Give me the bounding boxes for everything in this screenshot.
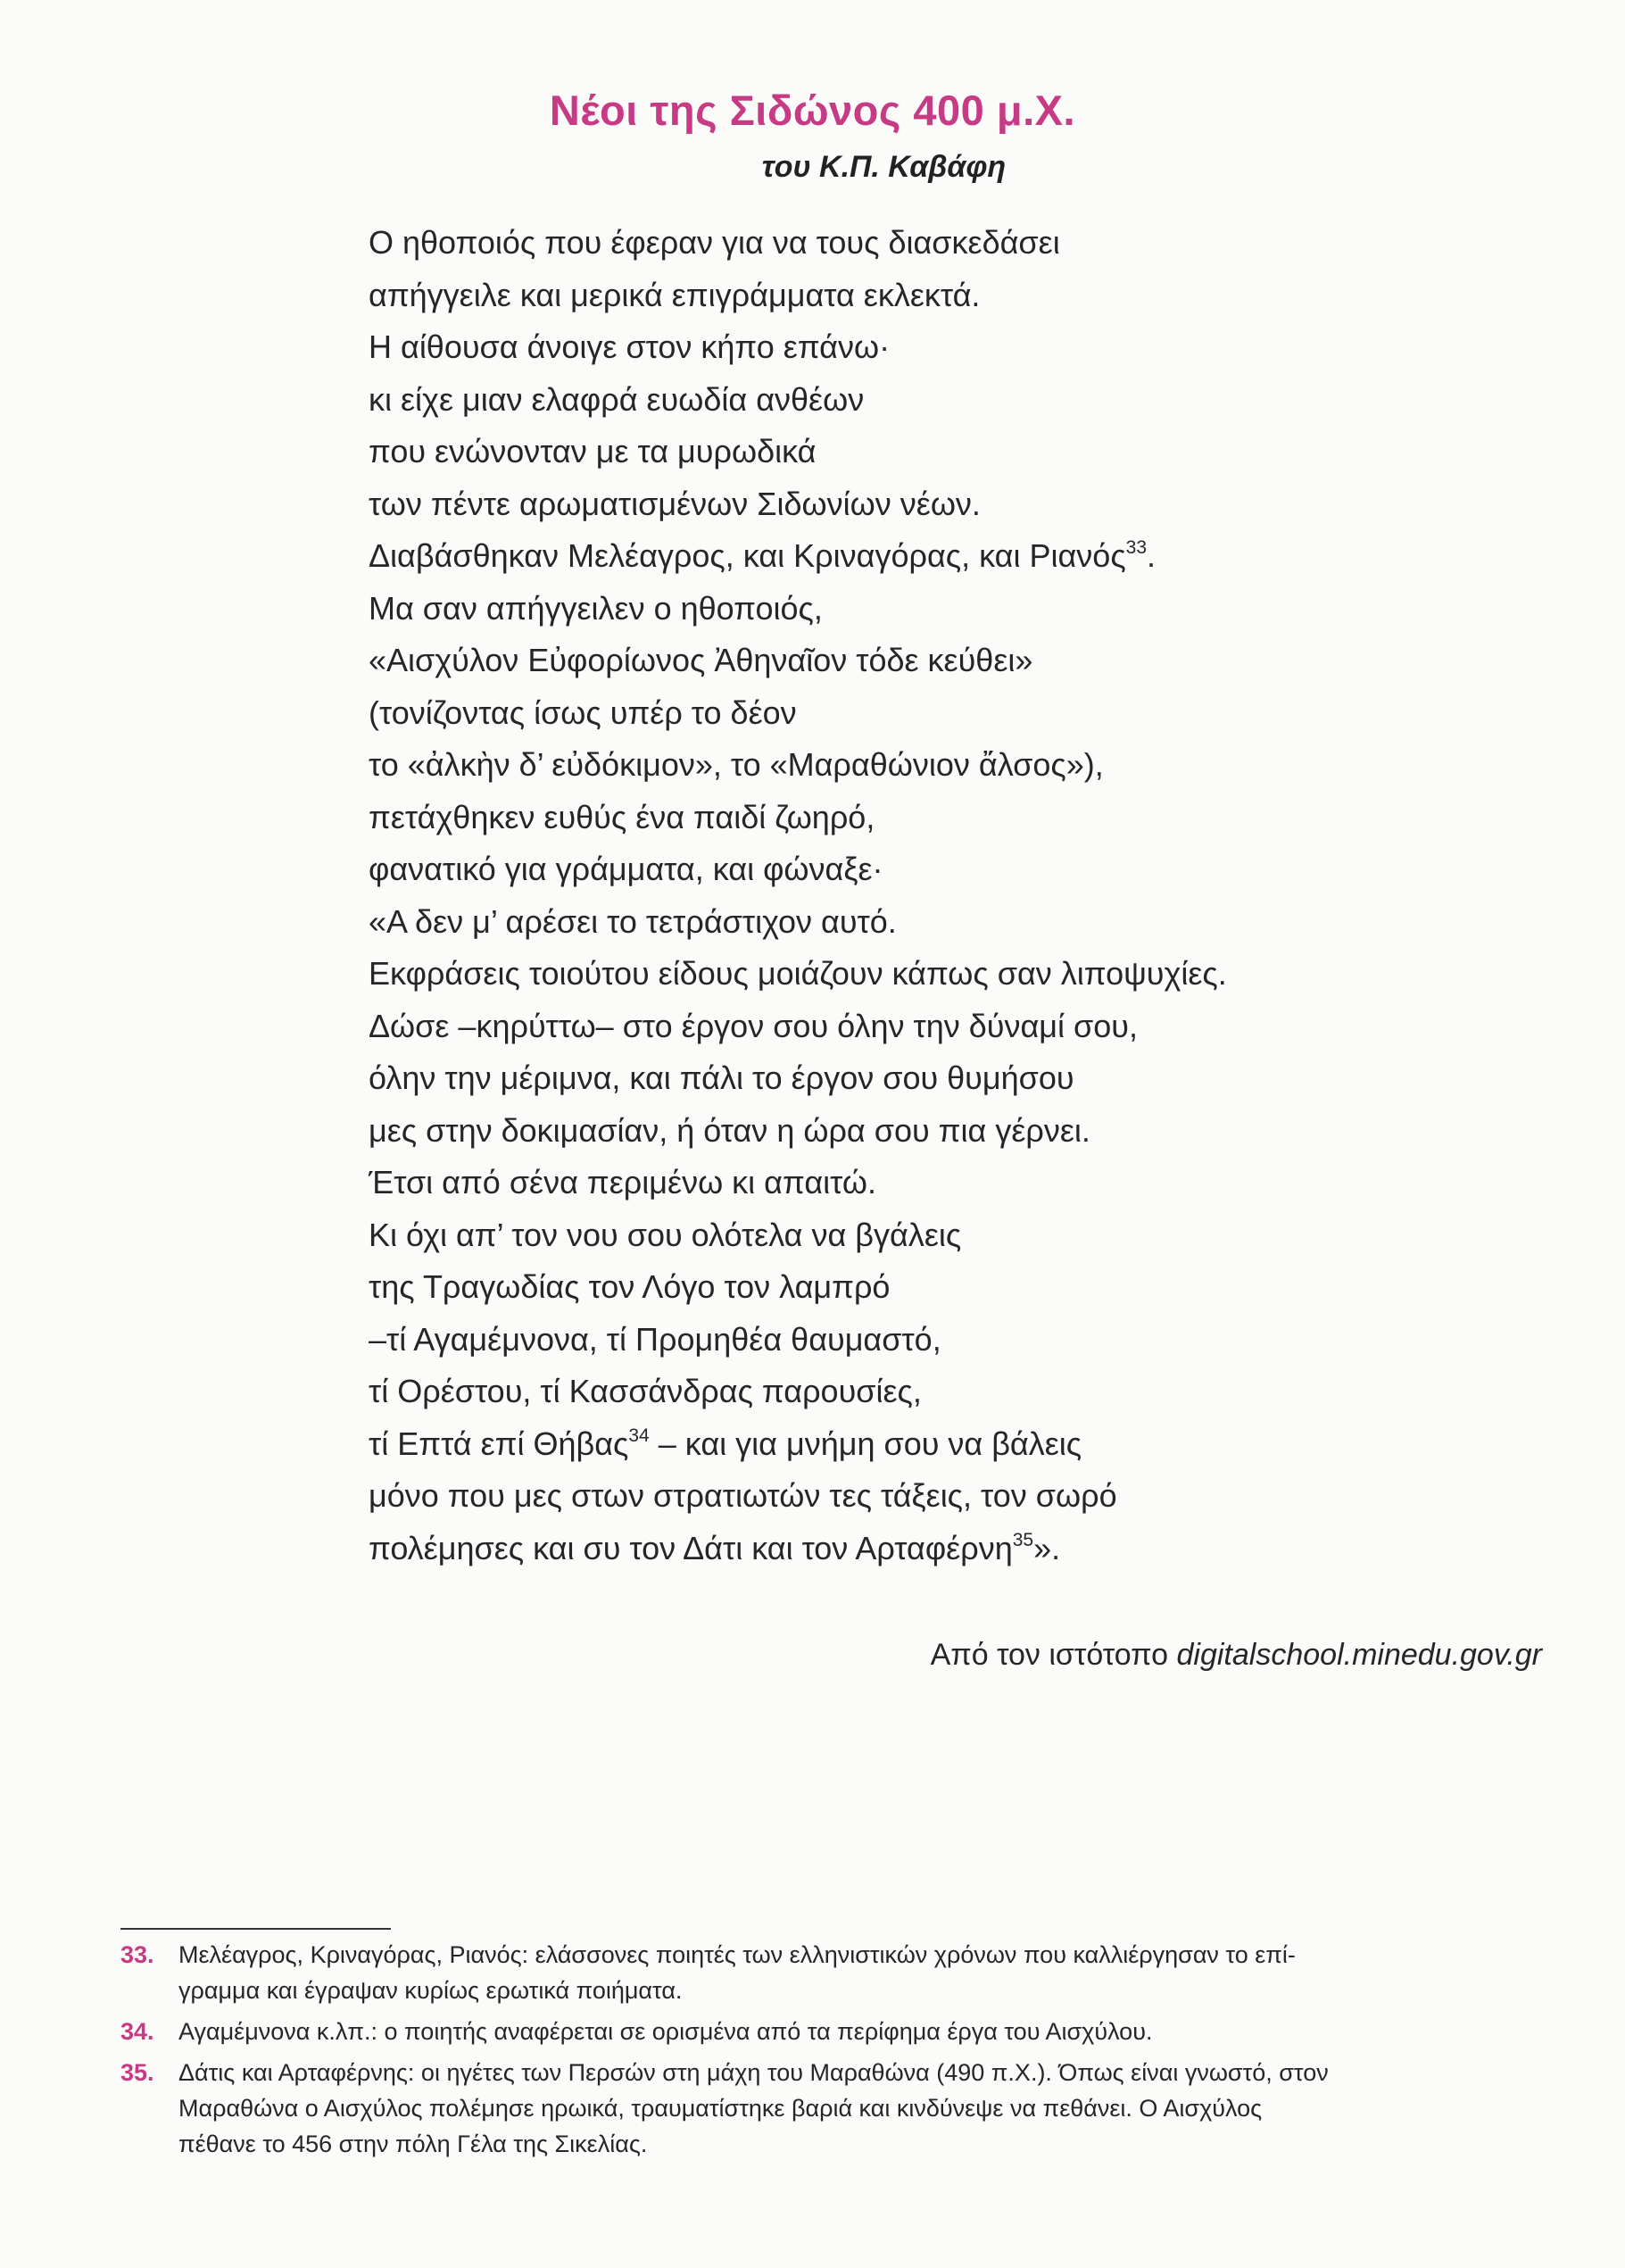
poem-line-text: «Αισχύλον Εὐφορίωνος Ἀθηναῖον τόδε κεύθει» (369, 642, 1033, 678)
poem-line-text: μες στην δοκιμασίαν, ή όταν η ώρα σου πια γέρνει. (369, 1111, 1090, 1149)
footnote-ref: 34 (628, 1425, 650, 1446)
poem-line (369, 1470, 1529, 1523)
poem-line (369, 948, 1529, 1001)
poem-line (369, 1523, 1529, 1575)
footnote-ref: 35 (1012, 1529, 1034, 1550)
poem-line-text: Η αίθουσα άνοιγε στον κήπο επάνω· (369, 328, 891, 365)
poem-line-text: που ενώνονταν με τα μυρωδικά (369, 433, 817, 469)
poem-line-text: Ο ηθοποιός που έφεραν για να τους διασκεδάσει (369, 224, 1060, 261)
source-prefix: Από τον ιστότοπο (930, 1638, 1169, 1672)
source-credit (931, 1638, 1542, 1673)
poem-line-text: όλην την μέριμνα, και πάλι το έργον σου θυμήσου (369, 1059, 1074, 1096)
poem-line-text: Μα σαν απήγγειλεν ο ηθοποιός, (369, 589, 823, 627)
poem-line-tail: . (1147, 537, 1157, 574)
footnote-text: Μελέαγρος, Κριναγόρας, Ριανός: ελάσσονες ποιητές των ελληνιστικών χρόνων που καλλιέργησαν το επί- (178, 1941, 1296, 1968)
poem-line-text: της Τραγωδίας τον Λόγο τον λαμπρό (369, 1268, 891, 1305)
poem-line (369, 478, 1529, 531)
poem-line-text: πολέμησες και συ τον Δάτι και τον Αρταφέρνη (369, 1529, 1013, 1566)
footnote-number: 35. (120, 2059, 154, 2086)
poem-line (369, 792, 1529, 844)
poem-line (369, 321, 1529, 374)
poem-line-text: –τί Αγαμέμνονα, τί Προμηθέα θαυμαστό, (369, 1320, 941, 1358)
poem-line (369, 896, 1529, 949)
poem-line (369, 583, 1529, 636)
poem-line (369, 1366, 1529, 1418)
poem-line-tail: – και για μνήμη σου να βάλεις (649, 1425, 1082, 1462)
poem-line-text: Έτσι από σένα περιμένω κι απαιτώ. (369, 1164, 876, 1200)
footnote-text: γραμμα και έγραψαν κυρίως ερωτικά ποιήματα. (178, 1977, 683, 2004)
poem-line (369, 1209, 1529, 1262)
footnote-divider (120, 1928, 391, 1930)
footnote-number: 34. (120, 2018, 154, 2045)
poem-body (369, 217, 1529, 1574)
poem-line-text: Δώσε –κηρύττω– στο έργον σου όλην την δύναμί σου, (369, 1007, 1138, 1044)
poem-line (369, 1001, 1529, 1053)
poem-line (369, 270, 1529, 322)
poem-line (369, 1157, 1529, 1209)
poem-line-text: τί Ορέστου, τί Κασσάνδρας παρουσίες, (369, 1373, 922, 1409)
poem-line-text: Διαβάσθηκαν Μελέαγρος, και Κριναγόρας, και Ριανός (369, 537, 1126, 574)
poem-line-text: (τονίζοντας ίσως υπέρ το δέον (369, 694, 797, 731)
poem-line (369, 374, 1529, 427)
poem-line-text: πετάχθηκεν ευθύς ένα παιδί ζωηρό, (369, 798, 875, 835)
poem-line-text: κι είχε μιαν ελαφρά ευωδία ανθέων (369, 380, 865, 418)
poem-line (369, 1314, 1529, 1367)
poem-line (369, 687, 1529, 740)
poem-line-text: «Α δεν μ’ αρέσει το τετράστιχον αυτό. (369, 902, 897, 940)
poem-line-text: των πέντε αρωματισμένων Σιδωνίων νέων. (369, 485, 981, 522)
footnote-text: Μαραθώνα ο Αισχύλος πολέμησε ηρωικά, τραυματίστηκε βαριά και κινδύνεψε να πεθάνει. Ο Αισχύλος (178, 2095, 1263, 2122)
poem-line (369, 1418, 1529, 1471)
poem-line-tail: ». (1033, 1529, 1061, 1566)
poem-line (369, 1105, 1529, 1158)
poem-line-text: απήγγειλε και μερικά επιγράμματα εκλεκτά. (369, 276, 981, 313)
poem-line-text: τί Επτά επί Θήβας (369, 1425, 629, 1462)
footnote-item (120, 1937, 1548, 2008)
footnote-item (120, 2014, 1548, 2049)
poem-line-text: το «ἀλκὴν δ’ εὐδόκιμον», το «Μαραθώνιον ἄλσος»), (369, 746, 1104, 783)
poem-line (369, 635, 1529, 687)
footnote-text: Δάτις και Αρταφέρνης: οι ηγέτες των Περσών στη μάχη του Μαραθώνα (490 π.Χ.). Όπως είναι γνωστό, στον (178, 2059, 1329, 2086)
poem-line (369, 217, 1529, 270)
footnote-text: Αγαμέμνονα κ.λπ.: ο ποιητής αναφέρεται σε ορισμένα από τα περίφημα έργα του Αισχύλου. (178, 2018, 1153, 2045)
poem-line (369, 426, 1529, 478)
poem-line (369, 843, 1529, 896)
poem-author (0, 150, 1625, 185)
poem-title: Νέοι της Σιδώνος 400 μ.Χ. (549, 87, 1076, 134)
footnote-number: 33. (120, 1941, 154, 1968)
poem-line (369, 739, 1529, 792)
poem-line (369, 1052, 1529, 1105)
poem-line (369, 530, 1529, 583)
poem-line-text: Κι όχι απ’ τον νου σου ολότελα να βγάλεις (369, 1216, 962, 1253)
footnotes (120, 1937, 1548, 2167)
poem-line-text: μόνο που μες στων στρατιωτών τες τάξεις, τον σωρό (369, 1477, 1117, 1514)
author-text: του Κ.Π. Καβάφη (761, 150, 1007, 184)
source-site: digitalschool.minedu.gov.gr (1176, 1638, 1542, 1672)
footnote-ref: 33 (1125, 537, 1148, 558)
footnote-item (120, 2055, 1548, 2162)
footnote-text: πέθανε το 456 στην πόλη Γέλα της Σικελίας. (178, 2131, 648, 2157)
poem-line-text: φανατικό για γράμματα, και φώναξε· (369, 851, 883, 887)
poem-line-text: Εκφράσεις τοιούτου είδους μοιάζουν κάπως σαν λιποψυχίες. (369, 955, 1227, 992)
poem-line (369, 1261, 1529, 1314)
